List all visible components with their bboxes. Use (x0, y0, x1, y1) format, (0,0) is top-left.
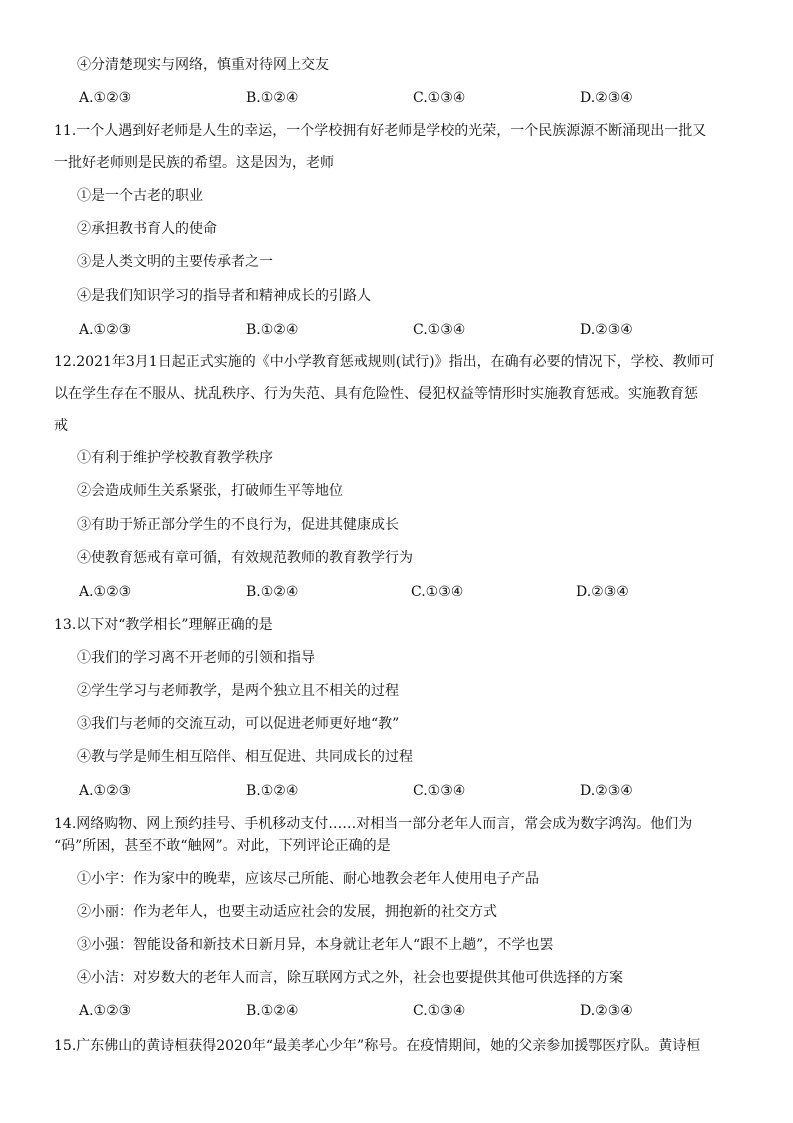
q14-item-2: ②小丽：作为老年人，也要主动适应社会的发展，拥抱新的社交方式 (77, 904, 497, 920)
q13-item-1: ①我们的学习离不开老师的引领和指导 (77, 650, 315, 666)
q14-option-b: B.①②④ (246, 1003, 299, 1019)
q14-item-1: ①小宇：作为家中的晚辈，应该尽己所能、耐心地教会老年人使用电子产品 (77, 871, 539, 887)
q13-option-c: C.①③④ (413, 783, 466, 799)
q12-item-2: ②会造成师生关系紧张，打破师生平等地位 (77, 483, 343, 499)
q14-option-d: D.②③④ (580, 1003, 633, 1019)
q13-item-3: ③我们与老师的交流互动，可以促进老师更好地“教” (77, 716, 400, 732)
q12-stem-line-2: 以在学生存在不服从、扰乱秩序、行为失范、具有危险性、侵犯权益等情形时实施教育惩戒。实施教育惩 (54, 386, 698, 402)
q11-stem-line-2: 一批好老师则是民族的希望。这是因为，老师 (54, 155, 334, 171)
q14-item-4: ④小洁：对岁数大的老年人而言，除互联网方式之外，社会也要提供其他可供选择的方案 (77, 970, 623, 986)
q12-item-4: ④使教育惩戒有章可循，有效规范教师的教育教学行为 (77, 550, 413, 566)
q13-item-4: ④教与学是师生相互陪伴、相互促进、共同成长的过程 (77, 749, 413, 765)
q12-item-1: ①有利于维护学校教育教学秩序 (77, 450, 273, 466)
q13-option-b: B.①②④ (246, 783, 299, 799)
q11-option-d: D.②③④ (580, 322, 633, 338)
q14-option-a: A.①②③ (79, 1003, 132, 1019)
q12-option-b: B.①②④ (246, 584, 299, 600)
q11-item-1: ①是一个古老的职业 (77, 188, 203, 204)
q11-option-b: B.①②④ (246, 322, 299, 338)
q12-item-3: ③有助于矫正部分学生的不良行为，促进其健康成长 (77, 517, 399, 533)
q10-option-d: D.②③④ (580, 90, 633, 106)
q10-option-c: C.①③④ (413, 90, 466, 106)
q13-item-2: ②学生学习与老师教学，是两个独立且不相关的过程 (77, 683, 399, 699)
q10-option-b: B.①②④ (246, 90, 299, 106)
q11-item-3: ③是人类文明的主要传承者之一 (77, 254, 273, 270)
q13-option-a: A.①②③ (79, 783, 132, 799)
q13-option-d: D.②③④ (580, 783, 633, 799)
q14-stem-line-2: “码”所困，甚至不敢“触网”。对此，下列评论正确的是 (54, 838, 391, 854)
q13-stem-line-1: 13.以下对“教学相长”理解正确的是 (54, 617, 273, 633)
q14-stem-line-1: 14.网络购物、网上预约挂号、手机移动支付……对相当一部分老年人而言，常会成为数字鸿沟。他们为 (54, 816, 693, 832)
q12-stem-line-3: 戒 (54, 418, 68, 434)
q12-option-d: D.②③④ (576, 584, 629, 600)
q11-option-a: A.①②③ (79, 322, 132, 338)
q12-stem-line-1: 12.2021年3月1日起正式实施的《中小学教育惩戒规则(试行)》指出，在确有必要的情况下，学校、教师可 (54, 354, 715, 370)
q10-item-4: ④分清楚现实与网络，慎重对待网上交友 (77, 57, 329, 73)
q11-item-2: ②承担教书育人的使命 (77, 221, 217, 237)
q11-option-c: C.①③④ (413, 322, 466, 338)
q15-stem-line-1: 15.广东佛山的黄诗桓获得2020年“最美孝心少年”称号。在疫情期间，她的父亲参加援鄂医疗队。黄诗桓 (54, 1038, 701, 1054)
q10-option-a: A.①②③ (79, 90, 132, 106)
q11-item-4: ④是我们知识学习的指导者和精神成长的引路人 (77, 288, 371, 304)
q14-item-3: ③小强：智能设备和新技术日新月异，本身就让老年人“跟不上趟”，不学也罢 (77, 937, 554, 953)
q14-option-c: C.①③④ (413, 1003, 466, 1019)
q12-option-a: A.①②③ (79, 584, 132, 600)
q11-stem-line-1: 11.一个人遇到好老师是人生的幸运，一个学校拥有好老师是学校的光荣，一个民族源源不断涌现出一批又 (54, 123, 707, 139)
q12-option-c: C.①③④ (411, 584, 464, 600)
